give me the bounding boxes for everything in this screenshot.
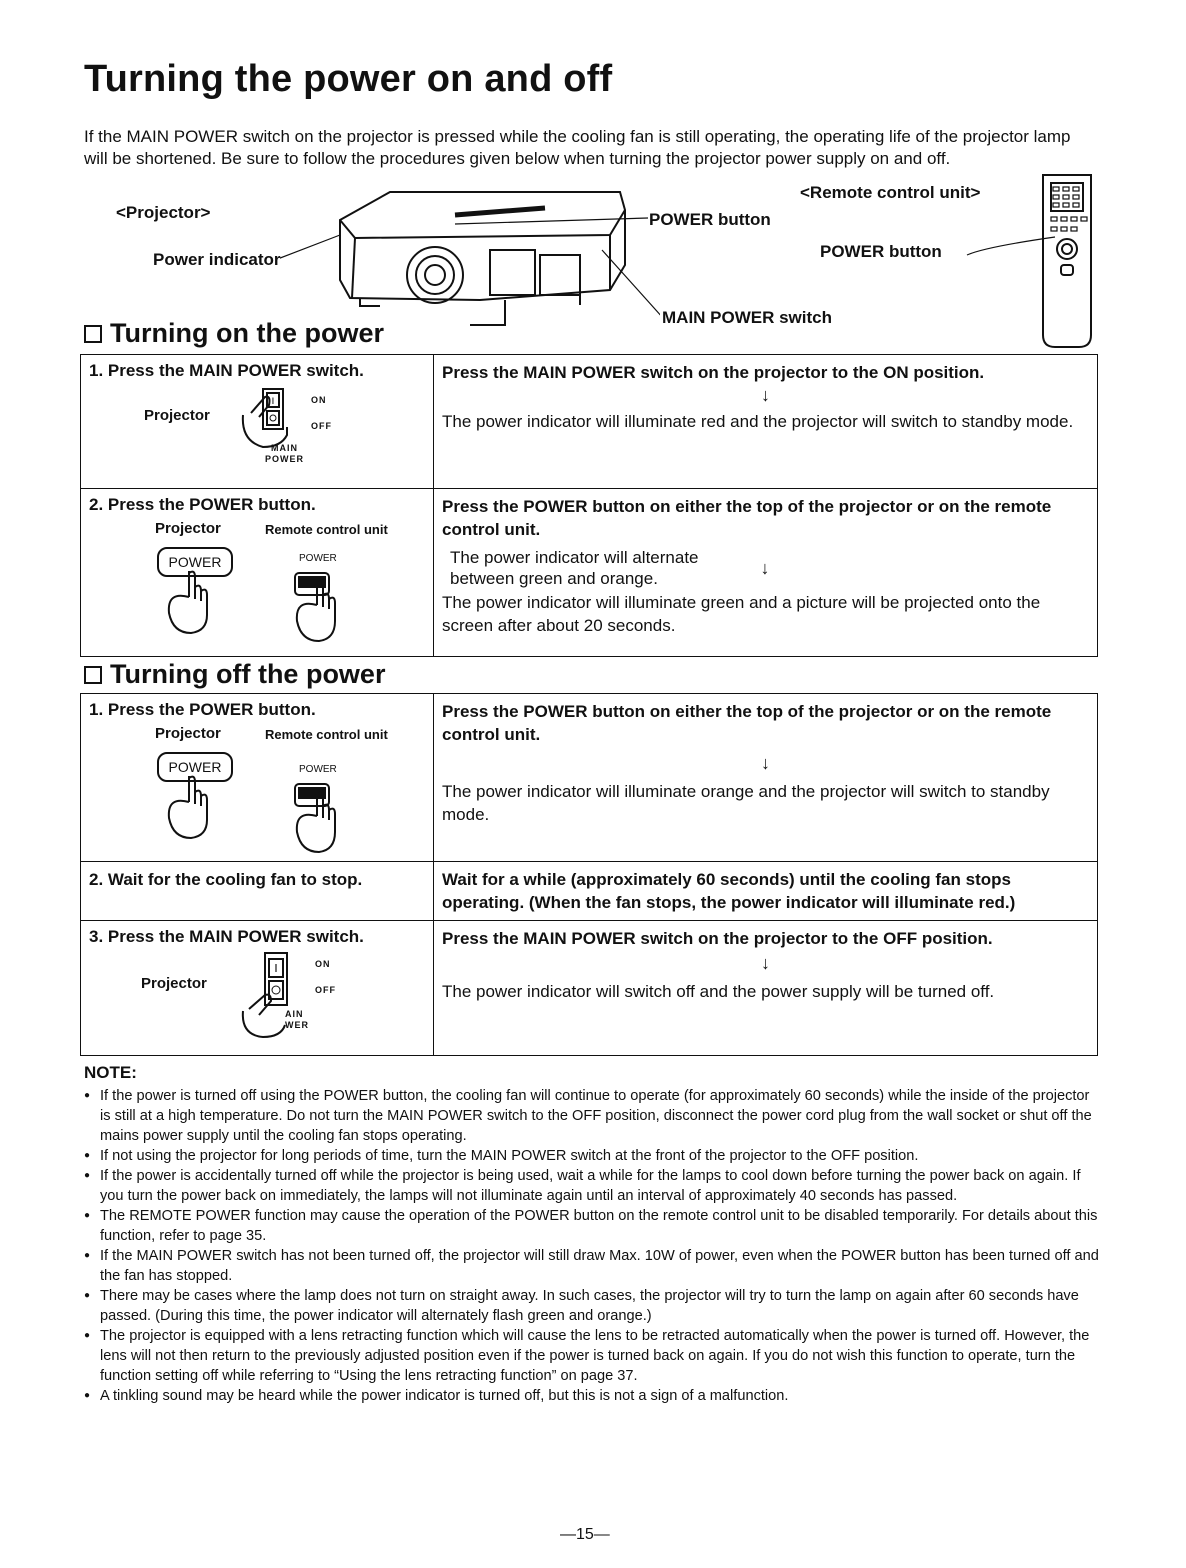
off-step-1-title: 1. Press the POWER button. bbox=[89, 700, 316, 719]
power-button-label: POWER button bbox=[649, 210, 771, 229]
hand-pressing-icon bbox=[161, 569, 231, 639]
remote-hand-pressing-icon bbox=[289, 776, 359, 856]
on-step-2-title: 2. Press the POWER button. bbox=[89, 495, 316, 514]
note-item: ● The REMOTE POWER function may cause the operation of the POWER button on the remote control unit to be disabled temporarily. For details about this function, refer to page 35. bbox=[84, 1206, 1100, 1246]
off-label: OFF bbox=[311, 421, 332, 431]
section-heading-off bbox=[84, 659, 385, 690]
off-step-1-projector-label: Projector bbox=[155, 725, 221, 742]
remote-illustration bbox=[955, 165, 1105, 355]
on-step-2-remote-label: Remote control unit bbox=[265, 522, 388, 537]
note-item: ● The projector is equipped with a lens retracting function which will cause the lens to be retracted automatically when the power is turned off. However, the lens will not then return to the previously adjusted position even if the power is turned back on again. If you do not wish this function to operate, turn the function setting off while referring to “Using the lens retracting function” on page 37. bbox=[84, 1326, 1100, 1386]
off-step-2-instruction: Wait for a while (approximately 60 seconds) until the cooling fan stops operating. (When the fan stops, the power indicator will illuminate red.) bbox=[442, 870, 1016, 912]
remote-power-button-label: POWER button bbox=[820, 242, 942, 261]
turning-off-table bbox=[80, 693, 1098, 1056]
down-arrow-icon: ↓ bbox=[760, 558, 770, 578]
on-step-1-result: The power indicator will illuminate red and the projector will switch to standby mode. bbox=[442, 412, 1074, 431]
off-step-2-row bbox=[81, 862, 1098, 921]
on-step-1-row bbox=[81, 355, 1098, 489]
note-item: ● A tinkling sound may be heard while the power indicator is turned off, but this is not a sign of a malfunction. bbox=[84, 1386, 1100, 1406]
off-step-1-result: The power indicator will illuminate orange and the projector will switch to standby mode. bbox=[442, 782, 1050, 824]
on-step-1-right bbox=[434, 355, 1098, 489]
projector-power-button: POWER bbox=[157, 752, 233, 782]
on-step-2-right bbox=[434, 489, 1098, 657]
off-step-1-remote-label: Remote control unit bbox=[265, 727, 388, 742]
section-heading-on bbox=[84, 318, 384, 349]
on-step-1-projector-label: Projector bbox=[144, 407, 210, 424]
hand-pressing-icon bbox=[161, 774, 231, 844]
off-step-2-right bbox=[434, 862, 1098, 921]
projector-power-button: POWER bbox=[157, 547, 233, 577]
checkbox-square-icon bbox=[84, 666, 102, 684]
off-step-2-left bbox=[81, 862, 434, 921]
remote-power-text: POWER bbox=[299, 553, 337, 564]
projector-label: <Projector> bbox=[116, 203, 211, 222]
on-step-2-left bbox=[81, 489, 434, 657]
off-step-3-projector-label: Projector bbox=[141, 975, 207, 992]
notes-list bbox=[84, 1086, 1100, 1406]
remote-label: <Remote control unit> bbox=[800, 183, 981, 202]
svg-text:I: I bbox=[271, 397, 275, 407]
off-step-3-title: 3. Press the MAIN POWER switch. bbox=[89, 927, 364, 946]
off-step-3-result: The power indicator will switch off and the power supply will be turned off. bbox=[442, 982, 995, 1001]
off-step-1-right bbox=[434, 694, 1098, 862]
off-step-3-row bbox=[81, 921, 1098, 1056]
off-step-3-right bbox=[434, 921, 1098, 1056]
remote-power-text: POWER bbox=[299, 764, 337, 775]
on-step-2-row bbox=[81, 489, 1098, 657]
remote-hand-pressing-icon bbox=[289, 565, 359, 645]
turning-on-table bbox=[80, 354, 1098, 657]
off-step-1-instruction: Press the POWER button on either the top of the projector or on the remote control unit. bbox=[442, 702, 1052, 744]
on-step-1-left bbox=[81, 355, 434, 489]
off-step-2-title: 2. Wait for the cooling fan to stop. bbox=[89, 870, 363, 889]
section-heading-off-text: Turning off the power bbox=[110, 659, 386, 689]
on-step-2-result: The power indicator will illuminate green and a picture will be projected onto the screen after about 20 seconds. bbox=[442, 593, 1041, 635]
projector-illustration bbox=[280, 180, 660, 330]
note-item: ● If not using the projector for long periods of time, turn the MAIN POWER switch at the front of the projector to the OFF position. bbox=[84, 1146, 1100, 1166]
on-label: ON bbox=[311, 395, 327, 405]
off-label: OFF bbox=[315, 985, 336, 995]
checkbox-square-icon bbox=[84, 325, 102, 343]
power-label: WER bbox=[285, 1020, 309, 1030]
on-label: ON bbox=[315, 959, 331, 969]
on-step-2-alternate: The power indicator will alternate between green and orange. bbox=[450, 548, 699, 588]
on-step-2-instruction: Press the POWER button on either the top of the projector or on the remote control unit. bbox=[442, 497, 1052, 539]
main-label: AIN bbox=[285, 1009, 304, 1019]
intro-text: If the MAIN POWER switch on the projector is pressed while the cooling fan is still operating, the operating life of the projector lamp will be shortened. Be sure to follow the procedures given below when turning the projector power supply on and off. bbox=[84, 127, 1071, 168]
note-item: ● If the power is turned off using the POWER button, the cooling fan will continue to operate (for approximately 60 seconds) while the inside of the projector is still at a high temperature. Do not turn the MAIN POWER switch to the OFF position, disconnect the power cord plug from the wall socket or shut off the mains power supply until the cooling fan stops operating. bbox=[84, 1086, 1100, 1146]
on-step-1-instruction: Press the MAIN POWER switch on the projector to the ON position. bbox=[442, 363, 985, 382]
svg-text:I: I bbox=[274, 962, 278, 975]
down-arrow-icon: ↓ bbox=[761, 753, 770, 773]
note-item: ● If the power is accidentally turned off while the projector is being used, wait a while for the lamps to cool down before turning the power back on again. If you turn the power back on immediately, the lamps will not illuminate again until an interval of approximately 40 seconds has passed. bbox=[84, 1166, 1100, 1206]
page-number: —15— bbox=[560, 1526, 610, 1543]
note-item: ● There may be cases where the lamp does not turn on straight away. In such cases, the projector will try to turn the lamp on again after 60 seconds have passed. (During this time, the power indicator will alternately flash green and orange.) bbox=[84, 1286, 1100, 1326]
off-step-3-instruction: Press the MAIN POWER switch on the projector to the OFF position. bbox=[442, 929, 993, 948]
on-step-2-projector-label: Projector bbox=[155, 520, 221, 537]
down-arrow-icon: ↓ bbox=[761, 953, 770, 973]
off-step-1-row bbox=[81, 694, 1098, 862]
on-step-1-title: 1. Press the MAIN POWER switch. bbox=[89, 361, 364, 380]
note-title: NOTE: bbox=[84, 1063, 137, 1082]
down-arrow-icon: ↓ bbox=[761, 385, 770, 405]
power-indicator-label: Power indicator bbox=[153, 250, 281, 269]
note-item: ● If the MAIN POWER switch has not been turned off, the projector will still draw Max. 10W of power, even when the POWER button has been turned off and the fan has stopped. bbox=[84, 1246, 1100, 1286]
section-heading-on-text: Turning on the power bbox=[110, 318, 384, 348]
page-title: Turning the power on and off bbox=[84, 58, 613, 100]
off-step-1-left bbox=[81, 694, 434, 862]
main-power-switch-label: MAIN POWER switch bbox=[662, 308, 833, 327]
power-label: POWER bbox=[265, 454, 305, 464]
off-step-3-left bbox=[81, 921, 434, 1056]
main-label: MAIN bbox=[271, 443, 298, 453]
